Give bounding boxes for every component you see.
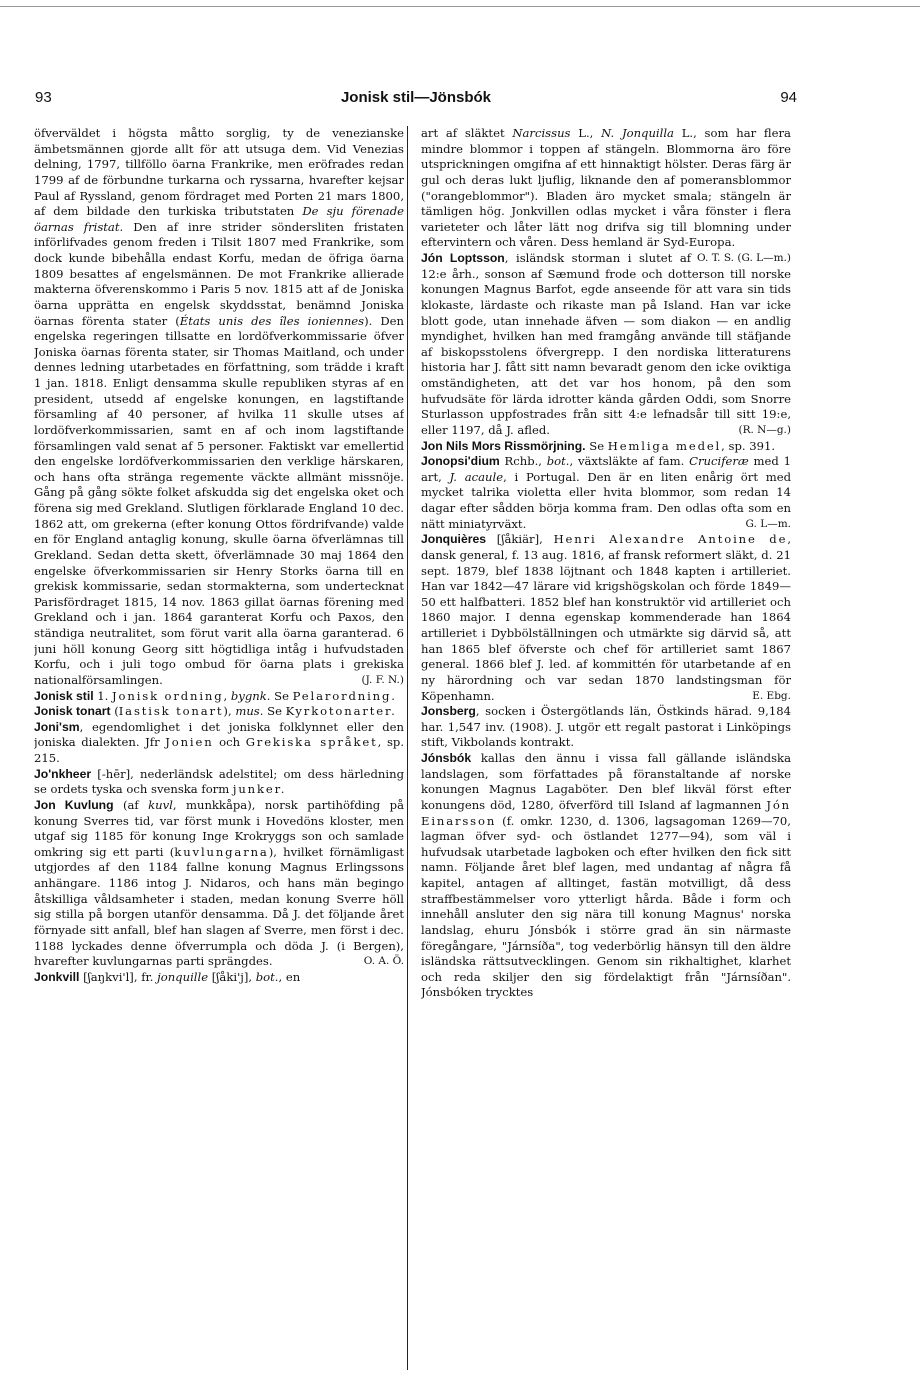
column-divider <box>407 126 408 1370</box>
italic-text: bygnk. <box>230 688 271 703</box>
italic-text: N. Jonquilla <box>601 126 674 140</box>
text-run: L., <box>570 126 602 140</box>
top-rule <box>0 6 920 7</box>
italic-text: De sju förenade öarnas fristat <box>34 204 404 234</box>
cross-reference: Grekiska språket <box>245 735 378 750</box>
author-signature: O. T. S. (G. L—m.) <box>697 252 791 264</box>
italic-text: jonquille <box>157 969 209 984</box>
text-run: och <box>213 735 246 750</box>
headword: Joni'sm <box>34 719 80 734</box>
italic-text: J. acaule <box>449 469 504 484</box>
entry-jonisk-tonart <box>34 704 404 720</box>
author-signature: E. Ebg. <box>752 689 791 702</box>
headword: Jon Kuvlung <box>34 797 114 812</box>
cross-reference: Kyrkotonarter. <box>285 704 397 719</box>
entry-jonisk-stil <box>34 689 404 705</box>
italic-text: bot. <box>255 969 279 984</box>
headword: Jonquières <box>421 532 487 547</box>
entry-jonsberg <box>421 704 791 751</box>
text-run: [-hēr], nederländsk adelstitel; om dess härledning se ordets tyska och svenska form <box>34 766 404 797</box>
text-run: , sp. 215. <box>34 735 404 765</box>
entry-jonkvill <box>34 970 404 986</box>
text-run: kallas den ännu i vissa fall gällande isländska landslagen, som författades på föranstaltande af norske konungen Magnus Lagaböter. Den blef likväl först efter konungens död, 1280, öfverförd till Island af lagmannen <box>421 751 791 812</box>
text-run: Se <box>263 704 286 719</box>
headword: Jo'nkheer <box>34 766 92 781</box>
text-run: ), hvilket förnämligast utgjordes af den 1184 fallne konung Magnus Erlingssons anhängare. 1186 intog J. Nidaros, och hans män begingo åtskilliga våldsamheter i staden, medan konung Sverre höll sig stilla på borgen utanför densamma. Då J. det följande året förnyade sitt anfall, blef han slagen af Sverre, men först i dec. 1188 lyckades denne öfverrumpla och döda J. (i Bergen), hvarefter kuvlungarnas parti sprängdes. <box>34 844 404 969</box>
text-run: , socken i Östergötlands län, Östkinds härad. 9,184 har. 1,547 inv. (1908). J. utgör ett regalt pastorat i Linköpings stift, Vikbolands kontrakt. <box>421 704 791 750</box>
left-column <box>34 126 404 1376</box>
text-run: , munkkåpa), norsk partihöfding på konung Sverres tid, var först munk i Hovedöns kloster, men utgaf sig 1185 för konung Inge Krokryggs son och samlade omkring sig ett parti ( <box>34 797 404 859</box>
entry-jon-nils-mors <box>421 439 791 455</box>
text-run: Jón Einarsson <box>421 797 791 828</box>
italic-text: Narcissus <box>512 126 571 140</box>
text-run: L., som har flera mindre blommor i toppen af stängeln. Blommorna äro före utsprickningen omgifna af ett hinnaktigt hölster. Deras färg är gul och deras lukt ljuflig, liknande den af pomeransblommor ("orangeblommor"). Bladen äro mycket smala; stängeln är tämligen hög. Jonkvillen odlas mycket i våra fönster i flera varieteter och låter lätt nog drifva sig till blomning under eftervintern och våren. Dess hemland är Syd-Europa. <box>421 126 791 250</box>
italic-text: Cruciferæ <box>689 454 749 469</box>
headword: Jónsbók <box>421 751 472 765</box>
text-run: [ʃåkiär], <box>486 532 554 547</box>
page-header <box>35 89 797 111</box>
entry-jon-kuvlung <box>34 798 404 970</box>
text-run: , isländsk storman i slutet af 12:e årh., sonson af Sæmund frode och dotterson till norske konungen Magnus Barfot, egde anseende för att vara sin tids klokaste, lärdaste och rikaste man på Island. Han var icke blott gode, utan innehade äfven — som diakon — en andlig myndighet, hvilken han med framgång använde till stäfjande af biskopsstolens öfvergrepp. I den nordiska litteraturens historia har J. fått sitt namn bevaradt genom den icke oviktiga omständigheten, att det var hos honom, på den som hufvudsäte för lärda idrotter kända gården Oddi, som Snorre Sturlasson uppfostrades från sitt 4:e lefnadsår till sitt 19:e, eller 1197, då J. afled. <box>421 251 791 437</box>
headword: Jón Loptsson <box>421 251 505 265</box>
text-run: Iastisk tonart <box>118 704 224 719</box>
text-run: [ʃaŋkvi'l], fr. <box>79 969 158 984</box>
text-run: [ʃåki'j], <box>208 969 256 984</box>
text-run: , <box>223 688 231 703</box>
page-number-left: 93 <box>35 89 52 106</box>
headword: Jonopsi'dium <box>421 454 500 469</box>
headword: Jon Nils Mors Rissmörjning. <box>421 438 586 453</box>
author-signature: O. A. Ö. <box>363 955 404 968</box>
entry-jon-loptsson <box>421 251 791 439</box>
italic-text: États unis des îles ioniennes <box>179 313 365 328</box>
entry-jonquieres <box>421 532 791 704</box>
text-run: kuvlungarna <box>174 844 269 859</box>
italic-text: bot. <box>546 454 570 469</box>
running-title: Jonisk stil—Jönsbók <box>340 89 492 106</box>
page-number-right: 94 <box>780 89 797 106</box>
text-run: art af släktet <box>421 126 513 140</box>
headword: Jonkvill <box>34 969 80 984</box>
article-continuation <box>34 126 404 689</box>
text-run: öfverväldet i högsta måtto sorglig, ty de venezianske ämbetsmännen gjorde allt för att utsuga dem. Vid Venezias delning, 1797, tillföllo öarna Frankrike, men eröfrades redan 1799 af de förbundne turkarna och ryssarna, hvarefter kejsar Paul af Ryssland, genom fördraget med Porten 21 mars 1800, af dem bildade den turkiska tributstaten <box>34 126 404 219</box>
text-run: (f. omkr. 1230, d. 1306, lagsagoman 1269—70, lagman öfver syd- och östlandet 1277—94), som väl i hufvudsak utarbetade lagboken och efter hvilken den fick sitt namn. Följande året blef lagen, med undantag af några få kapitel, antagen af alltinget, fastän motvilligt, då dess straffbestämmelser voro ytterligt hårda. Både i form och innehåll ansluter den sig nära till konung Magnus' norska landslag, ehuru Jónsbók i större grad än sin närmaste föregångare, "Járnsíða", tog vederbörlig hänsyn till den äldre isländska rättsutvecklingen. Genom sin rikhaltighet, klarhet och reda skiljer den sig fördelaktigt från "Járnsíðan". Jónsbóken trycktes <box>421 813 791 1000</box>
italic-text: mus. <box>235 704 264 719</box>
cross-reference: Jonien <box>165 735 214 750</box>
headword: Jonisk tonart <box>34 704 111 719</box>
text-run: Rchb., <box>499 454 547 469</box>
text-run: Se <box>270 688 293 703</box>
text-run: , egendomlighet i det joniska folklynnet eller den joniska dialekten. Jfr <box>34 719 404 750</box>
headword: Jonisk stil <box>34 688 94 703</box>
text-run: , dansk general, f. 13 aug. 1816, af fransk reformert släkt, d. 21 sept. 1879, blef 1838 löjtnant och 1848 kapten i artilleriet. Han var 1842—47 lärare vid krigshögskolan och förde 1849—50 ett halfbatteri. 1852 blef han konstruktör vid artilleriet och 1860 major. I denna egenskap kommenderade han 1864 artilleriet i Dybbölställningen och utmärkte sig därvid så, att han 1865 blef öfverste och chef för artilleriet samt 1867 general. 1866 blef J. led. af kommittén för utarbetande af en ny härordning och var sedan 1870 landstingsman för Köpenhamn. <box>421 532 791 703</box>
text-run: Jonisk ordning <box>112 688 224 703</box>
author-signature: (J. F. N.) <box>361 673 404 686</box>
italic-text: kuvl <box>148 797 173 812</box>
entry-jonsbok <box>421 751 791 1001</box>
text-run: , i Portugal. Den är en liten enårig ört med mycket talrika violetta eller hvita blommor, som redan 14 dagar efter sådden börja komma fram. Den odlas ofta som en nätt miniatyrväxt. <box>421 469 791 531</box>
text-run: ( <box>110 704 119 719</box>
cross-reference: junker. <box>232 782 287 797</box>
author-signature: (R. N—g.) <box>738 423 791 436</box>
text-run: , sp. 391. <box>721 438 776 453</box>
cross-reference: Pelarordning. <box>292 688 397 703</box>
text-run: Henri Alexandre Antoine de <box>553 532 788 547</box>
text-run: med 1 art, <box>421 454 791 484</box>
text-run: ). Den engelska regeringen tillsatte en lordöfverkommissarie öfver Joniska öarnas förenta stater, sir Thomas Maitland, och under dennes ledning utarbetades en författning, som trädde i kraft 1 jan. 1818. Enligt densamma skulle republiken styras af en president, utsedd af engelske konungen, en lagstiftande församling af 40 personer, af hvilka 11 skulle utses af lordöfverkommissarien, samt en af och inom lagstiftande församlingen vald senat af 5 personer. Faktiskt var emellertid den engelske lordöfverkommissarien den verklige härskaren, och hans ofta stränga regemente väckte allmänt missnöje. Gång på gång sökte folket afskudda sig det engelska oket och förena sig med Grekland. Slutligen förklarade England 10 dec. 1862 att, om grekerna (efter konung Ottos fördrifvande) valde en för England antaglig konung, skulle öarna öfverlämnas till Grekland. Sedan detta skett, öfverlämnade 30 maj 1864 den engelske öfverkommissarien sir Henry Storks öarna till en grekisk kommissarie, sedan stormakterna, som undertecknat Parisfördraget 1815, 14 nov. 1863 gillat öarnas förening med Grekland och i jan. 1864 garanterat Korfu och Paxos, den ständiga neutralitet, som förut varit alla öarna garanterad. 6 juni höll konung Georg sitt högtidliga intåg i hufvudstaden Korfu, och i juli togo ombud för öarna plats i grekiska nationalförsamlingen. <box>34 313 404 687</box>
text-run: ), <box>223 704 236 719</box>
text-run: Se <box>585 438 608 453</box>
text-run: , växtsläkte af fam. <box>569 454 690 469</box>
text-run: (af <box>113 797 149 812</box>
entry-jonopsidium <box>421 454 791 532</box>
cross-reference: Hemliga medel <box>607 438 722 453</box>
text-run: 1. <box>93 688 113 703</box>
text-run: . Den af inre strider söndersliten fristaten införlifvades genom freden i Tilsit 1807 med Frankrike, som dock kunde bibehålla endast Korfu, medan de öfriga öarna 1809 besattes af engelsmännen. De mot Frankrike allierade makterna öfverenskommo i Paris 5 nov. 1815 att af de Joniska öarna upprätta en engelsk skyddsstat, benämnd Joniska öarnas förenta stater ( <box>34 219 404 328</box>
text-run: , en <box>278 969 301 984</box>
author-signature: G. L—m. <box>745 517 791 530</box>
entry-jonism <box>34 720 404 767</box>
headword: Jonsberg <box>421 704 476 719</box>
entry-jonkheer <box>34 767 404 798</box>
right-column <box>421 126 791 1376</box>
